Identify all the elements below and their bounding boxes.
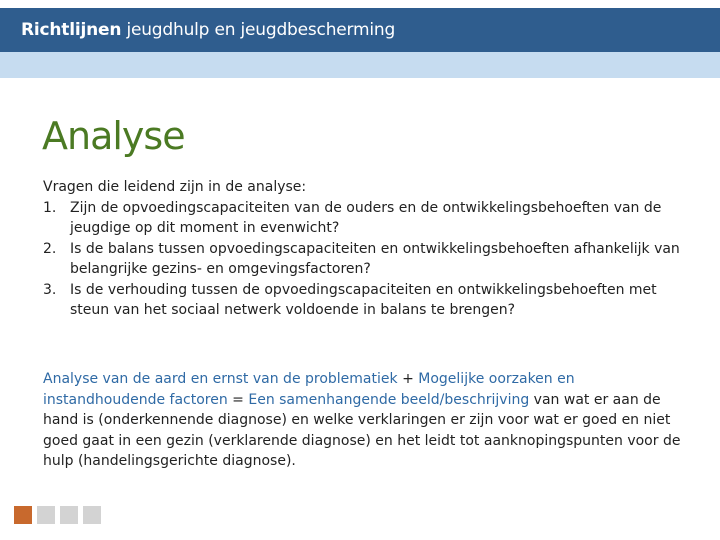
question-number: 3. [43, 281, 57, 298]
slide-title: Analyse [42, 114, 185, 158]
header-subbar [0, 52, 720, 78]
question-item [43, 280, 693, 321]
summary-rest: van wat er aan de hand is (onderkennende diagnose) en welke verklaringen er zijn voor wat er goed en niet goed gaat in een gezin (verklarende diagnose) en het leidt tot aanknopingspunten voor de hulp (handelingsgerichte diagnose). [43, 391, 681, 469]
footer-square-active [14, 506, 32, 524]
question-number: 1. [43, 199, 57, 216]
footer-square [60, 506, 78, 524]
question-list [43, 198, 693, 321]
footer-square-decoration [14, 506, 101, 524]
question-text: Is de balans tussen opvoedingscapaciteiten en ontwikkelingsbehoeften afhankelijk van belangrijke gezins- en omgevingsfactoren? [70, 240, 680, 277]
intro-text: Vragen die leidend zijn in de analyse: [43, 179, 307, 195]
header-bar [0, 8, 720, 52]
question-text: Is de verhouding tussen de opvoedingscapaciteiten en ontwikkelingsbehoeften met steun van het sociaal netwerk voldoende in balans te brengen? [70, 281, 657, 318]
header-title [21, 20, 395, 40]
question-item [43, 198, 693, 239]
summary-part-beeld: Een samenhangende beeld/beschrijving [248, 391, 530, 408]
summary-part-oorzaken: Mogelijke oorzaken en instandhoudende factoren [43, 371, 575, 408]
header-title-rest: jeugdhulp en jeugdbescherming [121, 20, 396, 40]
header-title-bold: Richtlijnen [21, 20, 122, 40]
question-number: 2. [43, 240, 57, 257]
question-text: Zijn de opvoedingscapaciteiten van de ouders en de ontwikkelingsbehoeften van de jeugdige op dit moment in evenwicht? [70, 199, 662, 236]
summary-paragraph [43, 369, 683, 472]
summary-part-problematiek: Analyse van de aard en ernst van de problematiek [43, 371, 398, 387]
analysis-questions [43, 177, 693, 321]
question-item [43, 239, 693, 280]
summary-plus: + [397, 371, 419, 387]
summary-equals: = [227, 391, 249, 408]
footer-square [83, 506, 101, 524]
footer-square [37, 506, 55, 524]
